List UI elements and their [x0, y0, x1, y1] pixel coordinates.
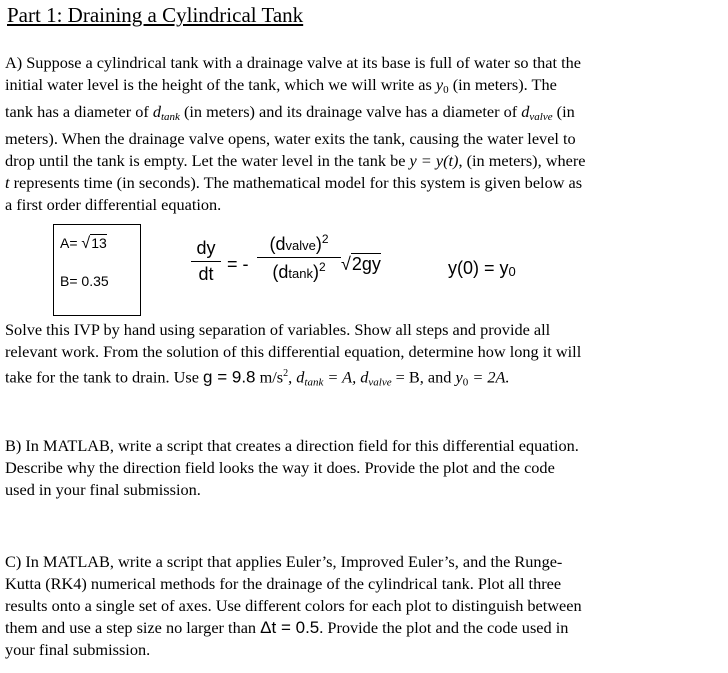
gravity-value: g = 9.8 [203, 367, 256, 387]
part-a-line-4: meters). When the drainage valve opens, water exits the tank, causing the water level to [5, 129, 576, 148]
y0-symbol: y [435, 75, 444, 94]
text: = A, [323, 367, 361, 387]
part-c-line-2: Kutta (RK4) numerical methods for the drainage of the cylindrical tank. Plot all three [5, 574, 562, 593]
sqrt-icon: √ [81, 235, 91, 252]
solve-line-2: relevant work. From the solution of this differential equation, determine how long it will [5, 342, 582, 361]
tank-denominator [257, 260, 341, 283]
tank-subscript: tank [160, 111, 180, 123]
part-a-line-7: a first order differential equation. [5, 195, 222, 214]
part-b-line-3: used in your final submission. [5, 480, 201, 499]
param-b-value: 0.35 [81, 273, 109, 289]
units-exponent: 2 [283, 368, 289, 379]
valve-subscript: valve [529, 111, 553, 123]
dy-dt-fraction [191, 238, 221, 285]
part-b-line-1: B) In MATLAB, write a script that creates a direction field for this differential equation. [5, 436, 579, 455]
param-b [60, 273, 109, 289]
part-b-line-2: Describe why the direction field looks the way it does. Provide the plot and the code [5, 458, 555, 477]
y0-symbol: y [455, 367, 463, 387]
solve-line-1: Solve this IVP by hand using separation of variables. Show all steps and provide all [5, 320, 551, 339]
text: (in [552, 102, 575, 121]
exponent: 2 [321, 232, 329, 246]
text: tank has a diameter of [5, 102, 153, 121]
param-b-label: B= [60, 273, 82, 289]
ic-subscript: 0 [508, 264, 516, 279]
solve-line-3 [5, 363, 721, 393]
text: take for the tank to drain. Use [5, 367, 204, 387]
dy: dy [196, 238, 216, 258]
part-c-line-3: results onto a single set of axes. Use different colors for each plot to distinguish between [5, 596, 582, 615]
text: them and use a step size no larger than [5, 618, 261, 637]
part-c-line-4 [5, 617, 721, 639]
y0-subscript: 0 [443, 84, 449, 96]
ic-lhs: y(0) = y [448, 258, 509, 278]
sqrt-icon: √ [341, 254, 351, 274]
text: represents time (in seconds). The mathematical model for this system is given below as [9, 173, 583, 192]
valve-sub: valve [285, 238, 316, 253]
fraction-bar [191, 261, 221, 262]
part-b-paragraph [5, 435, 721, 501]
parameter-box [53, 224, 141, 316]
param-a-label: A= [60, 235, 82, 251]
part-a-line-1: A) Suppose a cylindrical tank with a drainage valve at its base is full of water so that the [5, 53, 582, 72]
d-symbol: d [152, 102, 161, 121]
tank-sub: tank [288, 266, 313, 281]
solve-paragraph [5, 319, 721, 393]
page-title: Part 1: Draining a Cylindrical Tank [7, 3, 304, 27]
t-symbol: t [5, 173, 10, 192]
tank-subscript: tank [304, 376, 324, 389]
text: = 2A. [468, 367, 510, 387]
valve-subscript: valve [368, 376, 392, 389]
text: (in meters) and its drainage valve has a diameter of [179, 102, 522, 121]
text: (in meters). The [448, 75, 557, 94]
text: . Provide the plot and the code used in [319, 618, 569, 637]
d-symbol: d [360, 367, 369, 387]
y-function: y = y(t) [409, 151, 459, 170]
sqrt-term [341, 254, 381, 275]
sqrt-body: 2gy [351, 254, 381, 274]
d-symbol: d [521, 102, 530, 121]
fraction-bar [257, 257, 341, 258]
text: (d [269, 234, 286, 254]
param-a [60, 235, 107, 253]
d-symbol: d [296, 367, 305, 387]
part-c-line-1: C) In MATLAB, write a script that applies Euler’s, Improved Euler’s, and the Runge- [5, 552, 563, 571]
differential-equation [185, 228, 605, 298]
dt: dt [198, 264, 214, 284]
part-a-line-5 [5, 150, 721, 172]
text: = B, and [391, 367, 456, 387]
part-c-line-5: your final submission. [5, 640, 151, 659]
initial-condition [448, 258, 516, 279]
part-a-line-6 [5, 172, 721, 194]
step-size-value: Δt = 0.5 [260, 618, 320, 637]
valve-numerator [257, 232, 341, 255]
text: (d [272, 262, 289, 282]
diameter-ratio-fraction [257, 232, 341, 283]
text: , (in meters), where [458, 151, 586, 170]
part-c-paragraph [5, 551, 721, 661]
text: initial water level is the height of the tank, which we will write as [5, 75, 436, 94]
text: , [288, 367, 297, 387]
text: ) [315, 234, 322, 254]
part-a-paragraph [5, 52, 721, 216]
part-a-line-2 [5, 74, 721, 101]
y0-subscript: 0 [462, 376, 469, 389]
text: ) [312, 262, 319, 282]
param-a-value: 13 [91, 235, 107, 251]
equals-minus: = - [227, 254, 249, 274]
text: m/s [255, 367, 284, 387]
text: drop until the tank is empty. Let the water level in the tank be [5, 151, 410, 170]
exponent: 2 [318, 260, 326, 274]
part-a-line-3 [5, 101, 721, 128]
